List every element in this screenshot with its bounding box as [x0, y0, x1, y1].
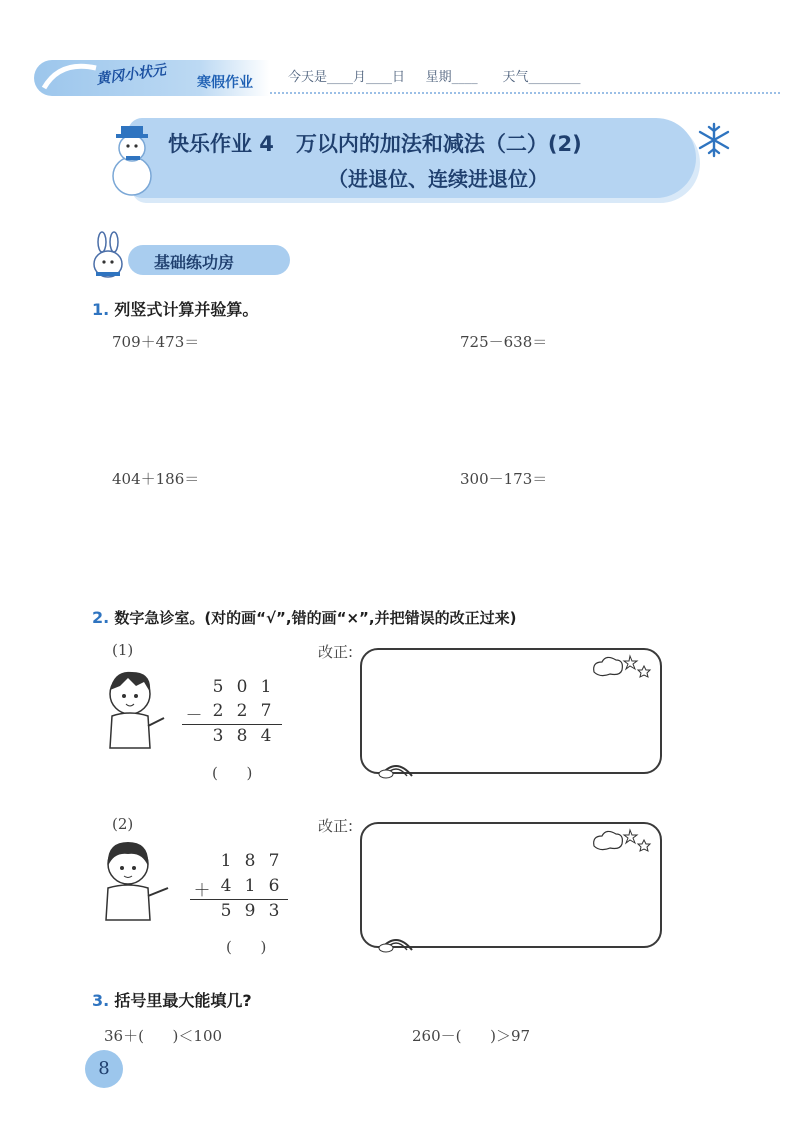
operator: －	[185, 706, 203, 726]
question-1-heading	[92, 297, 258, 320]
date-weather-line: 今天是____月____日 星期____ 天气________	[288, 70, 581, 85]
q1-expression-1: 709＋473＝	[112, 333, 200, 351]
cloud-stars-icon	[590, 652, 656, 682]
digit: 5	[220, 901, 232, 921]
q1-expression-2: 725－638＝	[460, 333, 548, 351]
operator: ＋	[193, 881, 211, 901]
sum-line	[182, 724, 282, 725]
brand-title: 寒假作业	[197, 75, 253, 91]
digit: 8	[236, 726, 248, 746]
header-divider	[270, 92, 780, 94]
boy-cartoon-icon	[100, 666, 166, 752]
q1-expression-4: 300－173＝	[460, 470, 548, 488]
digit: 1	[220, 851, 232, 871]
cloud-stars-icon	[590, 826, 656, 856]
rainbow-cloud-icon	[376, 930, 416, 952]
sum-line	[190, 899, 288, 900]
question-number: 2.	[92, 608, 110, 627]
digit: 9	[244, 901, 256, 921]
digit: 4	[260, 726, 272, 746]
correction-label: 改正:	[318, 643, 354, 661]
digit: 2	[212, 701, 224, 721]
worksheet-title: 快乐作业 4 万以内的加法和减法（二）(2)	[168, 132, 582, 156]
q3-expression-1[interactable]: 36＋( )＜100	[104, 1027, 223, 1045]
question-text: 括号里最大能填几?	[114, 991, 252, 1010]
q2-item-label: (1)	[112, 641, 134, 659]
question-3-heading	[92, 988, 252, 1011]
worksheet-subtitle: （进退位、连续进退位）	[328, 167, 548, 191]
rainbow-cloud-icon	[376, 756, 416, 778]
correction-label: 改正:	[318, 817, 354, 835]
digit: 3	[268, 901, 280, 921]
digit: 1	[260, 677, 272, 697]
page-number: 8	[85, 1050, 123, 1088]
question-number: 3.	[92, 991, 110, 1010]
snowflake-icon	[696, 122, 732, 158]
answer-paren[interactable]: ( )	[226, 938, 267, 956]
q1-expression-3: 404＋186＝	[112, 470, 200, 488]
digit: 2	[236, 701, 248, 721]
section-label: 基础练功房	[154, 253, 235, 272]
digit: 5	[212, 677, 224, 697]
digit: 3	[212, 726, 224, 746]
digit: 8	[244, 851, 256, 871]
digit: 7	[260, 701, 272, 721]
digit: 1	[244, 876, 256, 896]
q2-item-label: (2)	[112, 815, 134, 833]
question-2-heading	[92, 607, 516, 628]
answer-paren[interactable]: ( )	[212, 764, 253, 782]
digit: 4	[220, 876, 232, 896]
snowman-icon	[104, 118, 160, 198]
digit: 0	[236, 677, 248, 697]
question-text: 列竖式计算并验算。	[114, 300, 259, 319]
digit: 7	[268, 851, 280, 871]
question-number: 1.	[92, 300, 110, 319]
bunny-mascot-icon	[88, 232, 134, 280]
q3-expression-2[interactable]: 260－( )＞97	[412, 1027, 531, 1045]
girl-cartoon-icon	[98, 838, 172, 924]
cloud-swoosh-icon	[40, 58, 100, 98]
brand-logo: 黄冈小状元	[95, 62, 167, 88]
digit: 6	[268, 876, 280, 896]
question-text: 数字急诊室。(对的画“√”,错的画“×”,并把错误的改正过来)	[114, 609, 517, 627]
